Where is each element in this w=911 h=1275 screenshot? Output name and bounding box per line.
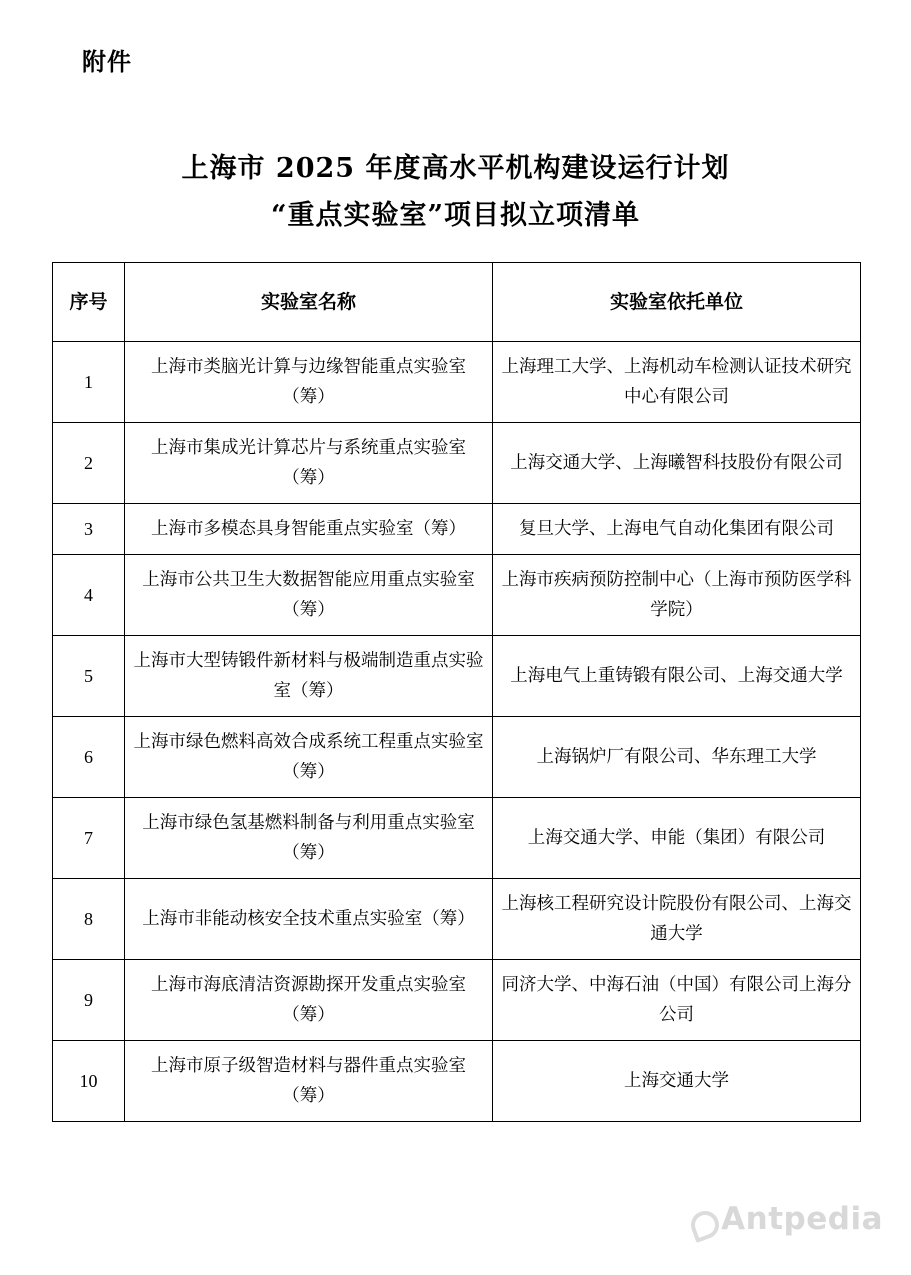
row-lab-name: 上海市类脑光计算与边缘智能重点实验室（筹） <box>125 342 493 423</box>
row-index: 4 <box>53 555 125 636</box>
watermark <box>689 1201 883 1237</box>
table-row <box>53 555 861 636</box>
table-header-row <box>53 263 861 342</box>
row-lab-name: 上海市非能动核安全技术重点实验室（筹） <box>125 879 493 960</box>
table-row <box>53 1041 861 1122</box>
row-host-institution: 上海核工程研究设计院股份有限公司、上海交通大学 <box>493 879 861 960</box>
row-lab-name: 上海市多模态具身智能重点实验室（筹） <box>125 504 493 555</box>
row-host-institution: 上海理工大学、上海机动车检测认证技术研究中心有限公司 <box>493 342 861 423</box>
row-index: 7 <box>53 798 125 879</box>
watermark-logo-icon <box>689 1207 715 1233</box>
page-title-line-1: 上海市 2025 年度高水平机构建设运行计划 <box>181 153 730 184</box>
attachment-label: 附件 <box>82 47 132 76</box>
row-lab-name: 上海市大型铸锻件新材料与极端制造重点实验室（筹） <box>125 636 493 717</box>
row-lab-name: 上海市公共卫生大数据智能应用重点实验室（筹） <box>125 555 493 636</box>
row-host-institution: 上海交通大学 <box>493 1041 861 1122</box>
row-index: 9 <box>53 960 125 1041</box>
column-header-lab-name: 实验室名称 <box>125 263 493 342</box>
page-title-line-2: “重点实验室”项目拟立项清单 <box>270 200 641 231</box>
row-lab-name: 上海市原子级智造材料与器件重点实验室（筹） <box>125 1041 493 1122</box>
row-index: 5 <box>53 636 125 717</box>
row-host-institution: 同济大学、中海石油（中国）有限公司上海分公司 <box>493 960 861 1041</box>
row-index: 6 <box>53 717 125 798</box>
row-index: 1 <box>53 342 125 423</box>
row-host-institution: 上海交通大学、申能（集团）有限公司 <box>493 798 861 879</box>
row-lab-name: 上海市海底清洁资源勘探开发重点实验室（筹） <box>125 960 493 1041</box>
row-lab-name: 上海市绿色燃料高效合成系统工程重点实验室（筹） <box>125 717 493 798</box>
page-title <box>0 145 911 239</box>
table-row <box>53 717 861 798</box>
row-host-institution: 复旦大学、上海电气自动化集团有限公司 <box>493 504 861 555</box>
row-index: 3 <box>53 504 125 555</box>
row-index: 10 <box>53 1041 125 1122</box>
table-row <box>53 960 861 1041</box>
table-row <box>53 342 861 423</box>
table-row <box>53 423 861 504</box>
row-host-institution: 上海电气上重铸锻有限公司、上海交通大学 <box>493 636 861 717</box>
row-host-institution: 上海交通大学、上海曦智科技股份有限公司 <box>493 423 861 504</box>
row-host-institution: 上海市疾病预防控制中心（上海市预防医学科学院） <box>493 555 861 636</box>
row-index: 8 <box>53 879 125 960</box>
row-host-institution: 上海锅炉厂有限公司、华东理工大学 <box>493 717 861 798</box>
row-index: 2 <box>53 423 125 504</box>
table-row <box>53 636 861 717</box>
column-header-host-institution: 实验室依托单位 <box>493 263 861 342</box>
table-row <box>53 504 861 555</box>
project-listing-table <box>52 262 861 1122</box>
table-row <box>53 798 861 879</box>
row-lab-name: 上海市绿色氢基燃料制备与利用重点实验室（筹） <box>125 798 493 879</box>
watermark-text: Antpedia <box>721 1201 883 1237</box>
row-lab-name: 上海市集成光计算芯片与系统重点实验室（筹） <box>125 423 493 504</box>
table-row <box>53 879 861 960</box>
column-header-index: 序号 <box>53 263 125 342</box>
